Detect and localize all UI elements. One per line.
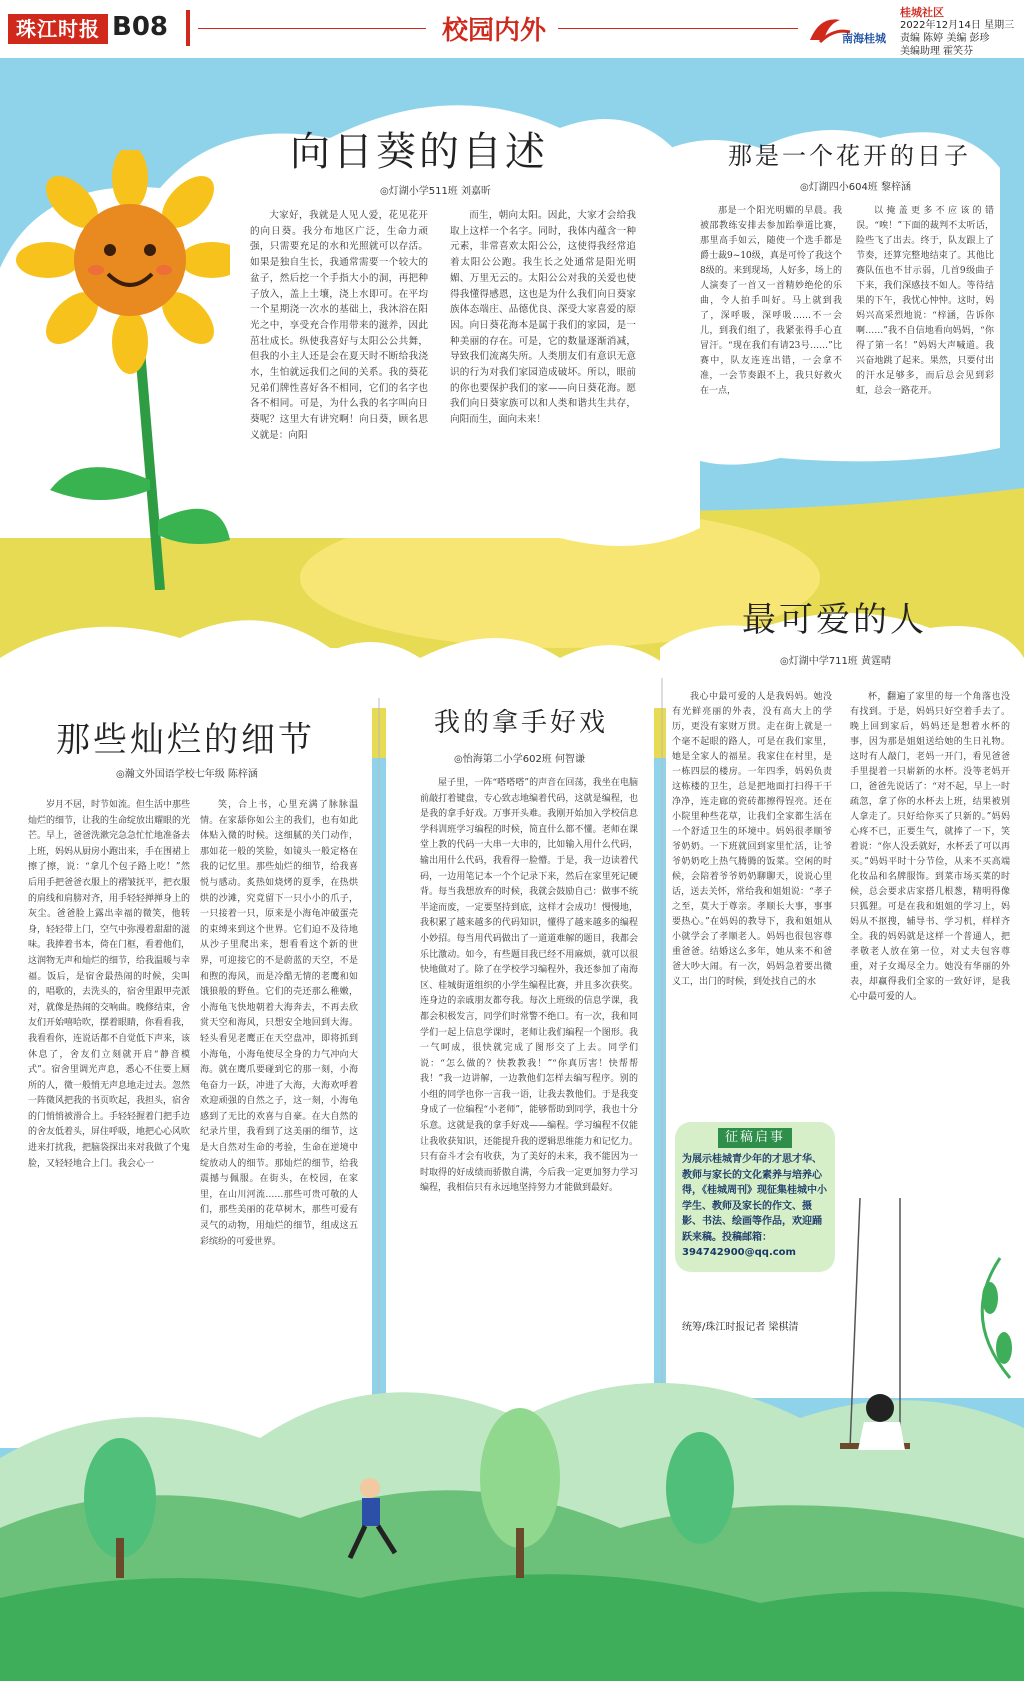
article-body-details-col2 <box>200 798 358 1250</box>
sunflower-illustration <box>10 150 230 590</box>
paragraph: 以掩盖更多不应该的错误。“唉！”下面的裁判不太听话，险些飞了出去。终于，队友跟上了节奏，还算完整地结束了。其他比赛队伍也不甘示弱，几首9级曲子下来，我们深感技不如人。等待结果的下午，我忧心忡忡。这时，妈妈兴高采烈地说：“梓涵，告诉你啊……”我不自信地看向妈妈，“你得了第一名！”妈妈大声喊道。我兴奋地跳了起来。果然，只要付出的汗水足够多，而后总会见到彩虹，总会一路花开。 <box>856 206 994 396</box>
paragraph: 杯，翻遍了家里的每一个角落也没有找到。于是，妈妈只好空着手去了。晚上回到家后，妈妈还是想着水杯的事，因为那是姐姐送给她的生日礼物。这时有人敲门，老妈一开门，看见爸爸手里提着一只崭新的水杯。没等老妈开口，爸爸先说话了：“对不起，早上一时疏忽，拿了你的水杯去上班，结果被别人拿走了。只好给你买了只新的。”妈妈心疼不已，正要生气，就捧了一下，笑着说：“你人没丢就好，水杯丢了可以再买。”妈妈平时十分节俭，从来不买高端化妆品和名牌服饰。到菜市场买菜的时候，总会要求店家搭几根葱，精明得像只狐狸。可是在我和姐姐的学习上，妈妈从不抠搜，辅导书、学习机，样样齐全。我的妈妈就是这样一个普通人，把孝敬老人放在第一位，对丈夫包容尊重，对子女竭尽全力。她没有华丽的外表，却赢得我们全家的一致好评，是我心中最可爱的人。 <box>850 692 1010 1002</box>
article-body-flower-day-col1 <box>700 204 842 399</box>
paragraph: 我心中最可爱的人是我妈妈。她没有光鲜亮丽的外表，没有高大上的学历，更没有家财万贯。走在街上就是一个毫不起眼的路人，可是在我们家里，她是全家人的福星。我家住在村里，是一栋四层的楼房。一年四季，妈妈负责这栋楼的卫生，总是把地面打扫得干干净净，连走廊的瓷砖都擦得锃亮。还在小院里种些花草，让我们全家都生活在一个舒适卫生的环境中。妈妈很孝顺爷爷奶奶。一下班就回到家里忙活，让爷爷奶奶吃上热气腾腾的饭菜。空闲的时候，会陪着爷爷奶奶聊聊天，说说心里话，送去关怀，常给我和姐姐说：“孝子之至，莫大于尊亲。孝顺长大事，事事要热心。”在妈妈的教导下，我和姐姐从小就学会了孝顺老人。妈妈也很包容尊重爸爸。结婚这么多年，她从来不和爸爸大吵大闹。有一次，妈妈急着要出微义工，出门的时候，到处找自己的水 <box>672 692 832 987</box>
article-title-flower-day: 那是一个花开的日子 <box>728 142 971 170</box>
nanhai-guicheng-logo <box>806 10 890 48</box>
article-body-details-col1 <box>28 798 190 1172</box>
article-title-lovely: 最可爱的人 <box>742 600 927 640</box>
paragraph: 屋子里，一阵“嗒嗒嗒”的声音在回荡，我坐在电脑前敲打着键盘，专心致志地编着代码，这就是编程，也是我的拿手好戏。万事开头难。我刚开始加入学校信息学科训班学习编程的时候，简直什么都不懂。老师在课堂上教的代码一大串一大串的，比如输入用什么代码，输出用什么代码，我看得一脸懵。于是，我一边读着代码，一边用笔记本一个个记录下来，然后在家里死记硬背。每当我想放弃的时候，我就会鼓励自己：做事不统半途而废，一定要坚持到底，这样才会成功！慢慢地，我积累了越来越多的代码知识，懂得了越来越多的编程小妙招。每当用代码做出了一道道难解的题目，我都会乐比激动。如今，有些题目我已经不用麻烦，就可以很快地做对了。除了在学校学习编程外，我还参加了南海区、桂城街道组织的小学生编程比赛，并且多次获奖。连身边的亲戚朋友都夸我。每次上班级的信息学课，我都会积极发言，同学们时常警不绝口。有一次，我和同学们一起上信息学课时，老师让我们编程一个图形。我一气呵成，很快就完成了图形交了上去。同学们说：“怎么做的？快教教我！”“你真厉害！快帮帮我！”我一边讲解，一边教他们怎样去编写程序。别的小组的同学也你一言我一语，让我去教他们。于是我变身成了一位编程“小老师”，能够帮助到同学，我也十分乐意。这就是我的拿手好戏——编程。学习编程不仅能让我收获知识，还能提升我的逻辑思维能力和记忆力。只有奋斗才会有收获，为了美好的未来，我不能因为一时取得的好成绩而骄傲自满，今后我一定更加努力学习编程，我相信只有永远地坚持努力才能做到最好。 <box>420 778 638 1194</box>
byline-flower-day: ◎灯湖四小604班 黎梓涵 <box>800 182 911 193</box>
section-title: 校园内外 <box>441 16 546 46</box>
byline-lovely: ◎灯湖中学711班 黄霆晴 <box>780 656 891 667</box>
byline-sunflower: ◎灯湖小学511班 刘嘉昕 <box>380 186 491 197</box>
paragraph: 那是一个阳光明媚的早晨。我被邵教练安排去参加跆拳道比赛，那里高手如云，随使一个选手都是爵士裁9~10级，真是可怜了我这个8级的。来到现场，人好多，场上的人演奏了一首又一首精妙绝伦的乐曲，令人拍手叫好。马上就到我了，深呼吸，深呼吸……不一会儿，到我们组了，我紧张得手心直冒汗。“现在我们有请23号……”比赛中，队友连连出错，一会拿不准，一会节奏跟不上，我只好救火在一点， <box>700 206 842 396</box>
header-rule-left <box>198 28 426 29</box>
article-body-programming <box>420 776 638 1197</box>
article-title-details: 那些灿烂的细节 <box>56 720 315 760</box>
issue-meta <box>900 6 1024 58</box>
logo-text: 南海桂城 <box>842 32 886 45</box>
paragraph: 岁月不居，时节如流。但生活中那些灿烂的细节，让我的生命绽放出耀眼的光芒。早上，爸爸洗漱完急急忙忙地准备去上班，妈妈从厨房小跑出来，手在围裙上擦了擦，说：“拿几个包子路上吃！”然后用手把爸爸衣服上的褶皱抚平，把衣服的肩线和肩膀对齐，用手轻轻掸掸身上的灰尘。爸爸脸上露出幸福的微笑，他转身，轻轻带上门，空气中弥漫着甜甜的滋味。我捧着书本，倚在门框，看着他们，这润物无声和灿烂的细节，给我温暖与幸福。饭后，是宿舍最热闹的时候，尖叫的，唱歌的，去洗头的，宿舍里跟甲壳派对，就像是热闹的交响曲。晚修结束，舍友们开始嘻哈吹，摆着眼睛，你看看我，我看看你，连说话都不自觉低下声来，该休息了，舍友们立刻就开启“静音模式”。宿舍里调光声息，悉心不住要上厕所的人，微一般悄无声息地走过去。忽然一阵微风把我的书页吹起，我担头，宿舍的门悄悄被滑合上。手轻轻握着门把手边的舍友低着头，屏住呼吸，地把心心风吹进来打扰我，把脑袋探出来对我做了个鬼脸，又轻轻地合上门。我会心一 <box>28 800 191 1169</box>
paragraph: 笑，合上书，心里充满了脉脉温情。在家舔你如公主的我们，也有如此体贴入微的时候。这细腻的关门动作，那如花一般的笑脸，如镜头一般定格在我的记忆里。那些灿烂的细节，给我喜悦与感动。炙热如烧烤的夏季，在热烘烘的沙滩，究竟留下一只小小的爪子，一只接着一只，原来是小海龟冲破蛋壳的束缚来到这个世界。它们迫不及待地从沙子里爬出来，想看看这个新的世界，可迎接它的不是蔚蓝的天空，不是和煦的海风，而是冷酷无情的老鹰和如饿狼般的野鱼。它们的壳还那么稚嫩，小海龟飞快地朝着大海奔去，不再去欣赏天空和海风，只想安全地回到大海。轻头看见老鹰正在天空盘冲，即将抓到小海龟，小海龟使尽全身的力气冲向大海。就在鹰爪要碰到它的那一刻，小海龟奋力一跃，冲进了大海，大海欢呼着欢迎顽强的自然之子，这一刻，小海龟感到了无比的欢喜与自豪。在大自然的纪录片里，我看到了这美丽的细节，这是大自然对生命的考验，生命在逆境中绽放动人的细节。那灿烂的细节，给我震撼与佩服。在街头，在校园，在家里，在山川河流……那些可贵可敬的人们，那些美丽的花草树木，那些可爱有灵气的动物，用灿烂的细节，组成这五彩缤纷的可爱世界。 <box>200 800 358 1247</box>
header-divider <box>186 10 190 46</box>
newspaper-masthead: 珠江时报 <box>8 14 108 44</box>
column-name: 桂城社区 <box>900 6 944 19</box>
call-for-submissions-label: 征稿启事 <box>718 1128 792 1148</box>
article-body-lovely-col1 <box>672 690 832 990</box>
assistant-credits: 美编助理 霍笑芬 <box>900 46 974 57</box>
article-body-flower-day-col2 <box>856 204 994 399</box>
byline-programming: ◎怡海第二小学602班 何智谦 <box>454 754 585 765</box>
article-body-sunflower-col1 <box>250 208 428 444</box>
issue-date: 2022年12月14日 星期三 <box>900 20 1015 31</box>
article-title-programming: 我的拿手好戏 <box>434 708 609 738</box>
paragraph: 而生，朝向太阳。因此，大家才会给我取上这样一个名字。同时，我体内蕴含一种元素，非常喜欢太阳公公，这使得我经常追着太阳公公跑。我生长之处通常是阳光明媚、万里无云的。太阳公公对我的关爱也使得我懂得感恩，这也是为什么我们向日葵家族体态端庄、品德优良、深受大家喜爱的原因。向日葵花海本是属于我们的家园，是一种美丽的存在。可是，它的数量逐渐消减，导致我们流离失所。人类朋友们有意识无意识的行为对我们家园造成破坏。所以，眼前的你也要保护我们的家——向日葵花海。愿我们向日葵家族可以和人类和谐共生共存，向阳而生，面向未来！ <box>450 210 636 426</box>
article-body-lovely-col2 <box>850 690 1010 1005</box>
article-title-sunflower: 向日葵的自述 <box>290 129 548 175</box>
editor-credits: 责编 陈婷 美编 彭珍 <box>900 33 990 44</box>
byline-details: ◎瀚文外国语学校七年级 陈梓涵 <box>116 769 258 780</box>
editor-note: 统筹/珠江时报记者 梁棋清 <box>682 1322 799 1333</box>
paragraph: 大家好，我就是人见人爱，花见花开的向日葵。我分布地区广泛，生命力顽强，只需要充足的水和光照就可以存活。如果是独自生长，我通常需要一个较大的盆子，然后挖一个手指大小的洞，再把种子放入，盖上土壤，浇上水即可。在平均一个星期浇一次水的基础上，我沐浴在阳光之中，享受充合作用带来的滋养，因此茁壮成长。纵使我喜好与太阳公公共舞，但我的小主人还是会在夏天时不断给我浇水，生怕就远我们之间的关系。我的葵花兄弟们牌性喜好各不相同，它们的名字也各不相同。可是，为什么我的名字叫向日葵呢？这里大有讲究啊！向日葵，顾名思义就是：向阳 <box>250 210 428 441</box>
page-number: B08 <box>112 12 168 42</box>
call-for-submissions-text: 为展示桂城青少年的才思才华、教师与家长的文化素养与培养心得，《桂城周刊》现征集桂城中小学生、教师及家长的作文、摄影、书法、绘画等作品，欢迎踊跃来稿。投稿邮箱：394742900@qq.com <box>682 1154 827 1258</box>
article-body-sunflower-col2 <box>450 208 636 428</box>
header-rule-right <box>558 28 798 29</box>
